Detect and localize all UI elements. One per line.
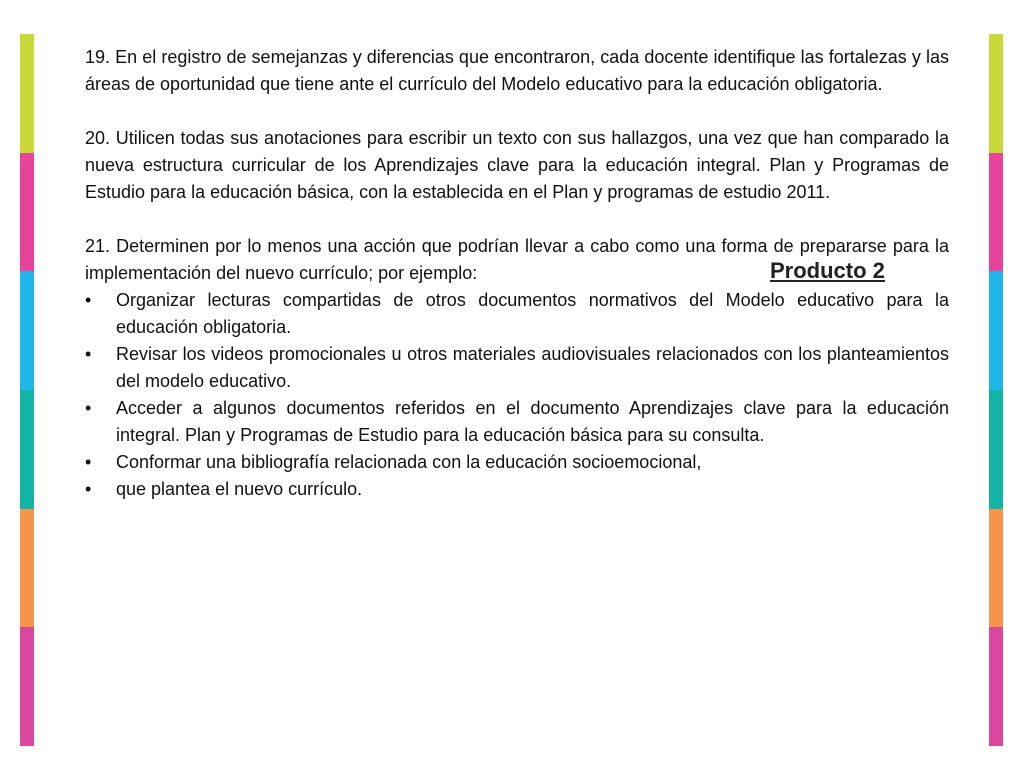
bullet-icon: • — [85, 479, 92, 499]
bullet-icon: • — [85, 398, 92, 418]
bar-segment-cyan — [989, 271, 1003, 390]
bar-segment-cyan — [20, 271, 34, 390]
bar-segment-teal — [989, 390, 1003, 509]
list-item — [85, 287, 949, 341]
list-item-text: Revisar los videos promocionales u otros materiales audiovisuales relacionados con los planteamientos del modelo educativo. — [116, 344, 949, 391]
bullet-icon: • — [85, 452, 92, 472]
list-item — [85, 341, 949, 395]
list-item-text: Acceder a algunos documentos referidos en el documento Aprendizajes clave para la educación integral. Plan y Programas de Estudio para la educación básica para su consulta. — [116, 398, 949, 445]
bullet-icon: • — [85, 290, 92, 310]
paragraph-spacer — [85, 206, 949, 233]
paragraph-21: 21. Determinen por lo menos una acción que podrían llevar a cabo como una forma de prepararse para la implementación del nuevo currículo; por ejemplo: — [85, 236, 949, 283]
list-item-text: Conformar una bibliografía relacionada con la educación socioemocional, — [116, 452, 702, 472]
bar-segment-magenta — [20, 627, 34, 746]
bar-segment-lime — [20, 34, 34, 153]
paragraph-20: 20. Utilicen todas sus anotaciones para escribir un texto con sus hallazgos, una vez que han comparado la nueva estructura curricular de los Aprendizajes clave para la educación integral. Plan y Programas de Estudio para la educación básica, con la establecida en el Plan y programas de estudio 2011. — [85, 128, 949, 202]
list-item — [85, 476, 949, 503]
paragraph-19: 19. En el registro de semejanzas y diferencias que encontraron, cada docente identifique las fortalezas y las áreas de oportunidad que tiene ante el currículo del Modelo educativo para la educación obligatoria. — [85, 47, 949, 94]
list-item — [85, 395, 949, 449]
list-item — [85, 449, 949, 476]
bullet-icon: • — [85, 344, 92, 364]
product-heading: Producto 2 — [770, 258, 885, 283]
left-color-bar — [20, 34, 34, 746]
bar-segment-orange — [20, 509, 34, 628]
bar-segment-pink — [989, 153, 1003, 272]
list-item-text: Organizar lecturas compartidas de otros documentos normativos del Modelo educativo para la educación obligatoria. — [116, 290, 949, 337]
bar-segment-lime — [989, 34, 1003, 153]
list-item-text: que plantea el nuevo currículo. — [116, 479, 363, 499]
bar-segment-orange — [989, 509, 1003, 628]
paragraph-spacer — [85, 98, 949, 125]
bar-segment-magenta — [989, 627, 1003, 746]
action-bullet-list — [85, 287, 949, 503]
bar-segment-teal — [20, 390, 34, 509]
right-color-bar — [989, 34, 1003, 746]
bar-segment-pink — [20, 153, 34, 272]
